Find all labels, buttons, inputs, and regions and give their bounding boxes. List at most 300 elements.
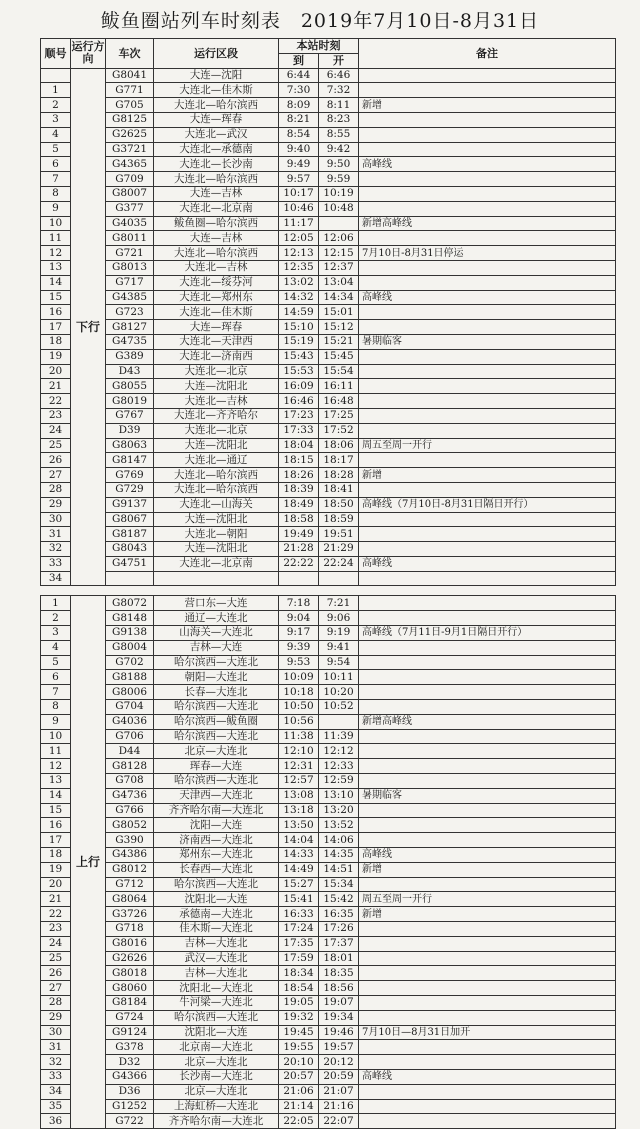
row-number: 29 bbox=[41, 1010, 71, 1025]
depart-time: 9:42 bbox=[319, 142, 359, 157]
arrive-time: 14:04 bbox=[279, 833, 319, 848]
table-row bbox=[41, 482, 616, 497]
arrive-time: 10:46 bbox=[279, 201, 319, 216]
header-train: 车次 bbox=[106, 39, 154, 69]
header-direction: 运行方向 bbox=[71, 39, 106, 69]
table-row bbox=[41, 542, 616, 557]
row-number: 4 bbox=[41, 127, 71, 142]
table-row bbox=[41, 216, 616, 231]
arrive-time: 17:24 bbox=[279, 922, 319, 937]
route: 大连北—济南西 bbox=[154, 349, 279, 364]
note: 高峰线 bbox=[359, 1069, 616, 1084]
route: 大连—沈阳 bbox=[154, 68, 279, 83]
row-number: 17 bbox=[41, 320, 71, 335]
route: 天津西—大连北 bbox=[154, 788, 279, 803]
row-number: 21 bbox=[41, 379, 71, 394]
arrive-time: 15:27 bbox=[279, 877, 319, 892]
train-number: G8007 bbox=[106, 186, 154, 201]
note bbox=[359, 596, 616, 611]
row-number: 25 bbox=[41, 951, 71, 966]
route: 大连北—哈尔滨西 bbox=[154, 482, 279, 497]
timetable-body bbox=[41, 68, 616, 1129]
arrive-time: 20:57 bbox=[279, 1069, 319, 1084]
depart-time: 15:12 bbox=[319, 320, 359, 335]
arrive-time: 9:04 bbox=[279, 611, 319, 626]
note bbox=[359, 423, 616, 438]
route bbox=[154, 571, 279, 586]
arrive-time: 7:18 bbox=[279, 596, 319, 611]
train-number: G8011 bbox=[106, 231, 154, 246]
depart-time: 9:41 bbox=[319, 640, 359, 655]
train-number: G4365 bbox=[106, 157, 154, 172]
row-number: 25 bbox=[41, 438, 71, 453]
table-row bbox=[41, 157, 616, 172]
note: 新增 bbox=[359, 98, 616, 113]
route: 沈阳北—大连 bbox=[154, 892, 279, 907]
row-number: 7 bbox=[41, 685, 71, 700]
arrive-time: 15:10 bbox=[279, 320, 319, 335]
arrive-time bbox=[279, 571, 319, 586]
train-number: G9138 bbox=[106, 626, 154, 641]
note bbox=[359, 394, 616, 409]
row-number: 5 bbox=[41, 142, 71, 157]
table-row bbox=[41, 68, 616, 83]
train-number: G767 bbox=[106, 408, 154, 423]
note bbox=[359, 1084, 616, 1099]
timetable bbox=[40, 38, 616, 1129]
note: 新增 bbox=[359, 907, 616, 922]
note bbox=[359, 685, 616, 700]
train-number: G8067 bbox=[106, 512, 154, 527]
table-row bbox=[41, 1069, 616, 1084]
depart-time: 15:34 bbox=[319, 877, 359, 892]
note bbox=[359, 275, 616, 290]
row-number: 13 bbox=[41, 260, 71, 275]
table-row bbox=[41, 655, 616, 670]
depart-time: 18:06 bbox=[319, 438, 359, 453]
arrive-time: 11:38 bbox=[279, 729, 319, 744]
depart-time: 19:07 bbox=[319, 996, 359, 1011]
row-number: 10 bbox=[41, 216, 71, 231]
train-number: G390 bbox=[106, 833, 154, 848]
note bbox=[359, 877, 616, 892]
note: 高峰线 bbox=[359, 556, 616, 571]
depart-time: 18:50 bbox=[319, 497, 359, 512]
arrive-time: 19:05 bbox=[279, 996, 319, 1011]
table-row bbox=[41, 818, 616, 833]
row-number: 6 bbox=[41, 670, 71, 685]
depart-time: 9:06 bbox=[319, 611, 359, 626]
note bbox=[359, 201, 616, 216]
note bbox=[359, 1099, 616, 1114]
table-row bbox=[41, 714, 616, 729]
note bbox=[359, 172, 616, 187]
train-number: G706 bbox=[106, 729, 154, 744]
route: 上海虹桥—大连北 bbox=[154, 1099, 279, 1114]
train-number: G8012 bbox=[106, 862, 154, 877]
route: 大连北—哈尔滨西 bbox=[154, 246, 279, 261]
train-number: G704 bbox=[106, 700, 154, 715]
row-number: 29 bbox=[41, 497, 71, 512]
depart-time: 14:06 bbox=[319, 833, 359, 848]
table-row bbox=[41, 275, 616, 290]
train-number: G4386 bbox=[106, 848, 154, 863]
header-row bbox=[41, 39, 616, 54]
depart-time: 14:35 bbox=[319, 848, 359, 863]
table-row bbox=[41, 423, 616, 438]
route: 大连北—北京南 bbox=[154, 556, 279, 571]
depart-time: 12:12 bbox=[319, 744, 359, 759]
depart-time: 22:24 bbox=[319, 556, 359, 571]
route: 大连—吉林 bbox=[154, 231, 279, 246]
depart-time: 18:56 bbox=[319, 981, 359, 996]
depart-time: 15:01 bbox=[319, 305, 359, 320]
note bbox=[359, 83, 616, 98]
depart-time: 16:48 bbox=[319, 394, 359, 409]
route: 大连—沈阳北 bbox=[154, 542, 279, 557]
train-number: G8060 bbox=[106, 981, 154, 996]
route: 大连北—哈尔滨西 bbox=[154, 98, 279, 113]
depart-time: 15:45 bbox=[319, 349, 359, 364]
row-number: 32 bbox=[41, 542, 71, 557]
depart-time: 19:46 bbox=[319, 1025, 359, 1040]
row-number: 4 bbox=[41, 640, 71, 655]
row-number: 33 bbox=[41, 556, 71, 571]
row-number: 9 bbox=[41, 201, 71, 216]
train-number: G4035 bbox=[106, 216, 154, 231]
train-number: G712 bbox=[106, 877, 154, 892]
depart-time: 10:48 bbox=[319, 201, 359, 216]
train-number: G771 bbox=[106, 83, 154, 98]
table-row bbox=[41, 670, 616, 685]
note bbox=[359, 670, 616, 685]
route: 哈尔滨西—大连北 bbox=[154, 655, 279, 670]
train-number: G4751 bbox=[106, 556, 154, 571]
train-number: D43 bbox=[106, 364, 154, 379]
note: 高峰线 bbox=[359, 848, 616, 863]
train-number: G8041 bbox=[106, 68, 154, 83]
row-number: 34 bbox=[41, 571, 71, 586]
row-number: 2 bbox=[41, 611, 71, 626]
table-row bbox=[41, 907, 616, 922]
depart-time: 18:59 bbox=[319, 512, 359, 527]
table-row bbox=[41, 408, 616, 423]
train-number: G1252 bbox=[106, 1099, 154, 1114]
row-number: 27 bbox=[41, 981, 71, 996]
arrive-time: 12:35 bbox=[279, 260, 319, 275]
table-row bbox=[41, 83, 616, 98]
row-number: 27 bbox=[41, 468, 71, 483]
depart-time: 6:46 bbox=[319, 68, 359, 83]
train-number: G2625 bbox=[106, 127, 154, 142]
train-number: G3726 bbox=[106, 907, 154, 922]
note bbox=[359, 349, 616, 364]
depart-time: 9:54 bbox=[319, 655, 359, 670]
table-row bbox=[41, 394, 616, 409]
depart-time: 9:19 bbox=[319, 626, 359, 641]
route: 长春—大连北 bbox=[154, 685, 279, 700]
note: 新增高峰线 bbox=[359, 216, 616, 231]
note bbox=[359, 818, 616, 833]
route: 大连北—吉林 bbox=[154, 260, 279, 275]
note bbox=[359, 951, 616, 966]
table-row bbox=[41, 1040, 616, 1055]
arrive-time: 22:22 bbox=[279, 556, 319, 571]
table-row bbox=[41, 892, 616, 907]
table-row bbox=[41, 334, 616, 349]
arrive-time: 13:18 bbox=[279, 803, 319, 818]
arrive-time: 16:46 bbox=[279, 394, 319, 409]
arrive-time: 19:49 bbox=[279, 527, 319, 542]
table-row bbox=[41, 98, 616, 113]
row-number: 26 bbox=[41, 453, 71, 468]
note bbox=[359, 482, 616, 497]
table-row bbox=[41, 527, 616, 542]
depart-time: 15:54 bbox=[319, 364, 359, 379]
row-number: 10 bbox=[41, 729, 71, 744]
route: 齐齐哈尔南—大连北 bbox=[154, 1114, 279, 1129]
route: 沈阳北—大连北 bbox=[154, 981, 279, 996]
row-number: 16 bbox=[41, 305, 71, 320]
train-number: G8063 bbox=[106, 438, 154, 453]
table-row bbox=[41, 364, 616, 379]
train-number: G9137 bbox=[106, 497, 154, 512]
depart-time bbox=[319, 714, 359, 729]
row-number: 15 bbox=[41, 290, 71, 305]
note: 新增 bbox=[359, 468, 616, 483]
route: 营口东—大连 bbox=[154, 596, 279, 611]
note bbox=[359, 996, 616, 1011]
row-number: 7 bbox=[41, 172, 71, 187]
route: 吉林—大连北 bbox=[154, 966, 279, 981]
train-number: G718 bbox=[106, 922, 154, 937]
row-number: 11 bbox=[41, 744, 71, 759]
depart-time: 8:55 bbox=[319, 127, 359, 142]
depart-time: 15:42 bbox=[319, 892, 359, 907]
depart-time: 14:51 bbox=[319, 862, 359, 877]
table-row bbox=[41, 1010, 616, 1025]
route: 大连—珲春 bbox=[154, 320, 279, 335]
row-number: 14 bbox=[41, 275, 71, 290]
table-row bbox=[41, 744, 616, 759]
arrive-time: 13:08 bbox=[279, 788, 319, 803]
row-number: 31 bbox=[41, 1040, 71, 1055]
route: 大连北—佳木斯 bbox=[154, 83, 279, 98]
route: 大连北—朝阳 bbox=[154, 527, 279, 542]
train-number: D32 bbox=[106, 1055, 154, 1070]
train-number: G8188 bbox=[106, 670, 154, 685]
depart-time: 18:35 bbox=[319, 966, 359, 981]
depart-time: 16:35 bbox=[319, 907, 359, 922]
note bbox=[359, 364, 616, 379]
arrive-time: 9:40 bbox=[279, 142, 319, 157]
note bbox=[359, 379, 616, 394]
note: 高峰线（7月11日-9月1日隔日开行） bbox=[359, 626, 616, 641]
train-number: D36 bbox=[106, 1084, 154, 1099]
route: 大连北—绥芬河 bbox=[154, 275, 279, 290]
row-number: 9 bbox=[41, 714, 71, 729]
train-number: G8019 bbox=[106, 394, 154, 409]
depart-time: 18:17 bbox=[319, 453, 359, 468]
route: 大连北—承德南 bbox=[154, 142, 279, 157]
row-number: 30 bbox=[41, 1025, 71, 1040]
depart-time: 21:29 bbox=[319, 542, 359, 557]
route: 大连北—哈尔滨西 bbox=[154, 172, 279, 187]
depart-time: 18:41 bbox=[319, 482, 359, 497]
route: 大连北—山海关 bbox=[154, 497, 279, 512]
arrive-time: 17:35 bbox=[279, 936, 319, 951]
table-row bbox=[41, 438, 616, 453]
depart-time: 10:52 bbox=[319, 700, 359, 715]
route: 佳木斯—大连北 bbox=[154, 922, 279, 937]
note bbox=[359, 744, 616, 759]
route: 大连北—北京 bbox=[154, 423, 279, 438]
table-row bbox=[41, 877, 616, 892]
table-row bbox=[41, 556, 616, 571]
route: 吉林—大连北 bbox=[154, 936, 279, 951]
train-number: G8018 bbox=[106, 966, 154, 981]
row-number: 28 bbox=[41, 996, 71, 1011]
route: 大连—沈阳北 bbox=[154, 379, 279, 394]
row-number: 12 bbox=[41, 759, 71, 774]
depart-time: 12:59 bbox=[319, 774, 359, 789]
table-row bbox=[41, 848, 616, 863]
table-row bbox=[41, 305, 616, 320]
arrive-time: 12:13 bbox=[279, 246, 319, 261]
table-row bbox=[41, 774, 616, 789]
train-number: G389 bbox=[106, 349, 154, 364]
arrive-time: 12:05 bbox=[279, 231, 319, 246]
train-number: G4736 bbox=[106, 788, 154, 803]
row-number: 3 bbox=[41, 112, 71, 127]
arrive-time: 13:50 bbox=[279, 818, 319, 833]
table-row bbox=[41, 231, 616, 246]
arrive-time: 18:15 bbox=[279, 453, 319, 468]
train-number: G717 bbox=[106, 275, 154, 290]
table-row bbox=[41, 788, 616, 803]
depart-time: 10:11 bbox=[319, 670, 359, 685]
section-divider-cell bbox=[41, 586, 616, 596]
train-number: G769 bbox=[106, 468, 154, 483]
row-number: 31 bbox=[41, 527, 71, 542]
route: 牛河梁—大连北 bbox=[154, 996, 279, 1011]
header-route: 运行区段 bbox=[154, 39, 279, 69]
arrive-time: 10:50 bbox=[279, 700, 319, 715]
row-number: 11 bbox=[41, 231, 71, 246]
row-number: 21 bbox=[41, 892, 71, 907]
depart-time: 13:52 bbox=[319, 818, 359, 833]
arrive-time: 14:49 bbox=[279, 862, 319, 877]
note bbox=[359, 936, 616, 951]
row-number: 24 bbox=[41, 423, 71, 438]
row-number: 16 bbox=[41, 818, 71, 833]
table-row bbox=[41, 759, 616, 774]
arrive-time: 8:21 bbox=[279, 112, 319, 127]
note bbox=[359, 112, 616, 127]
depart-time: 16:11 bbox=[319, 379, 359, 394]
note bbox=[359, 571, 616, 586]
train-number: D44 bbox=[106, 744, 154, 759]
row-number: 12 bbox=[41, 246, 71, 261]
note: 周五至周一开行 bbox=[359, 892, 616, 907]
depart-time: 17:37 bbox=[319, 936, 359, 951]
table-row bbox=[41, 729, 616, 744]
arrive-time: 21:28 bbox=[279, 542, 319, 557]
note bbox=[359, 803, 616, 818]
table-row bbox=[41, 172, 616, 187]
table-row bbox=[41, 640, 616, 655]
train-number: G4385 bbox=[106, 290, 154, 305]
depart-time: 9:59 bbox=[319, 172, 359, 187]
arrive-time: 18:58 bbox=[279, 512, 319, 527]
table-row bbox=[41, 1084, 616, 1099]
route: 通辽—大连北 bbox=[154, 611, 279, 626]
table-row bbox=[41, 833, 616, 848]
arrive-time: 17:33 bbox=[279, 423, 319, 438]
row-number: 36 bbox=[41, 1114, 71, 1129]
train-number bbox=[106, 571, 154, 586]
table-row bbox=[41, 468, 616, 483]
arrive-time: 9:39 bbox=[279, 640, 319, 655]
route: 吉林—大连 bbox=[154, 640, 279, 655]
note bbox=[359, 231, 616, 246]
train-number: G8148 bbox=[106, 611, 154, 626]
row-number: 19 bbox=[41, 349, 71, 364]
route: 承德南—大连北 bbox=[154, 907, 279, 922]
route: 大连北—吉林 bbox=[154, 394, 279, 409]
arrive-time: 14:33 bbox=[279, 848, 319, 863]
route: 大连北—郑州东 bbox=[154, 290, 279, 305]
arrive-time: 18:54 bbox=[279, 981, 319, 996]
route: 大连—沈阳北 bbox=[154, 438, 279, 453]
arrive-time: 13:02 bbox=[279, 275, 319, 290]
note bbox=[359, 1040, 616, 1055]
arrive-time: 17:59 bbox=[279, 951, 319, 966]
row-number: 20 bbox=[41, 877, 71, 892]
depart-time: 18:01 bbox=[319, 951, 359, 966]
train-number: G723 bbox=[106, 305, 154, 320]
table-row bbox=[41, 981, 616, 996]
note: 新增高峰线 bbox=[359, 714, 616, 729]
train-number: G8016 bbox=[106, 936, 154, 951]
direction-label: 下行 bbox=[71, 68, 106, 586]
train-number: G729 bbox=[106, 482, 154, 497]
table-row bbox=[41, 260, 616, 275]
note bbox=[359, 1114, 616, 1129]
row-number bbox=[41, 68, 71, 83]
depart-time: 22:07 bbox=[319, 1114, 359, 1129]
route: 哈尔滨西—鲅鱼圈 bbox=[154, 714, 279, 729]
depart-time: 15:21 bbox=[319, 334, 359, 349]
route: 哈尔滨西—大连北 bbox=[154, 1010, 279, 1025]
note: 高峰线 bbox=[359, 290, 616, 305]
route: 长春西—大连北 bbox=[154, 862, 279, 877]
table-row bbox=[41, 320, 616, 335]
route: 大连北—齐齐哈尔 bbox=[154, 408, 279, 423]
route: 山海关—大连北 bbox=[154, 626, 279, 641]
route: 北京—大连北 bbox=[154, 1055, 279, 1070]
train-number: G9124 bbox=[106, 1025, 154, 1040]
route: 北京—大连北 bbox=[154, 1084, 279, 1099]
route: 沈阳北—大连 bbox=[154, 1025, 279, 1040]
row-number: 2 bbox=[41, 98, 71, 113]
row-number: 8 bbox=[41, 700, 71, 715]
arrive-time: 21:14 bbox=[279, 1099, 319, 1114]
note bbox=[359, 127, 616, 142]
header-arrive: 到 bbox=[279, 53, 319, 68]
note bbox=[359, 68, 616, 83]
note bbox=[359, 408, 616, 423]
